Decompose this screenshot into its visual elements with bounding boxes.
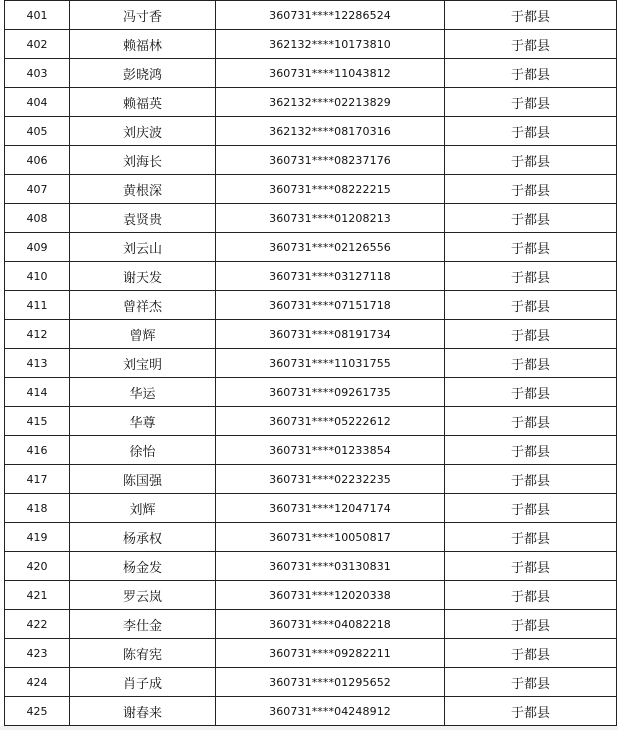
table-row bbox=[5, 320, 617, 349]
county-cell: 于都县 bbox=[445, 175, 617, 204]
row-number-cell: 403 bbox=[5, 59, 70, 88]
county-cell: 于都县 bbox=[445, 1, 617, 30]
id-number-cell: 362132****10173810 bbox=[216, 30, 445, 59]
id-number-cell: 360731****11031755 bbox=[216, 349, 445, 378]
id-number-cell: 360731****01295652 bbox=[216, 668, 445, 697]
county-cell: 于都县 bbox=[445, 610, 617, 639]
roster-table bbox=[4, 0, 617, 726]
table-row bbox=[5, 233, 617, 262]
id-number-cell: 360731****12020338 bbox=[216, 581, 445, 610]
row-number-cell: 414 bbox=[5, 378, 70, 407]
table-row bbox=[5, 436, 617, 465]
person-name-cell: 华运 bbox=[70, 378, 216, 407]
row-number-cell: 425 bbox=[5, 697, 70, 726]
roster-table-body bbox=[5, 1, 617, 726]
id-number-cell: 360731****12047174 bbox=[216, 494, 445, 523]
person-name-cell: 袁贤贵 bbox=[70, 204, 216, 233]
id-number-cell: 360731****07151718 bbox=[216, 291, 445, 320]
person-name-cell: 肖子成 bbox=[70, 668, 216, 697]
county-cell: 于都县 bbox=[445, 59, 617, 88]
id-number-cell: 360731****10050817 bbox=[216, 523, 445, 552]
table-row bbox=[5, 262, 617, 291]
row-number-cell: 404 bbox=[5, 88, 70, 117]
table-row bbox=[5, 581, 617, 610]
row-number-cell: 419 bbox=[5, 523, 70, 552]
county-cell: 于都县 bbox=[445, 262, 617, 291]
table-row bbox=[5, 204, 617, 233]
county-cell: 于都县 bbox=[445, 291, 617, 320]
person-name-cell: 黄根深 bbox=[70, 175, 216, 204]
person-name-cell: 曾祥杰 bbox=[70, 291, 216, 320]
table-row bbox=[5, 610, 617, 639]
table-row bbox=[5, 146, 617, 175]
row-number-cell: 417 bbox=[5, 465, 70, 494]
county-cell: 于都县 bbox=[445, 117, 617, 146]
id-number-cell: 360731****04082218 bbox=[216, 610, 445, 639]
table-row bbox=[5, 349, 617, 378]
id-number-cell: 360731****01208213 bbox=[216, 204, 445, 233]
id-number-cell: 360731****03127118 bbox=[216, 262, 445, 291]
county-cell: 于都县 bbox=[445, 465, 617, 494]
person-name-cell: 陈宥宪 bbox=[70, 639, 216, 668]
table-row bbox=[5, 494, 617, 523]
table-row bbox=[5, 1, 617, 30]
table-row bbox=[5, 291, 617, 320]
person-name-cell: 刘宝明 bbox=[70, 349, 216, 378]
person-name-cell: 刘庆波 bbox=[70, 117, 216, 146]
row-number-cell: 413 bbox=[5, 349, 70, 378]
person-name-cell: 谢天发 bbox=[70, 262, 216, 291]
person-name-cell: 罗云岚 bbox=[70, 581, 216, 610]
table-row bbox=[5, 117, 617, 146]
id-number-cell: 362132****08170316 bbox=[216, 117, 445, 146]
table-row bbox=[5, 465, 617, 494]
person-name-cell: 陈国强 bbox=[70, 465, 216, 494]
county-cell: 于都县 bbox=[445, 407, 617, 436]
person-name-cell: 华尊 bbox=[70, 407, 216, 436]
table-row bbox=[5, 407, 617, 436]
row-number-cell: 415 bbox=[5, 407, 70, 436]
roster-sheet bbox=[4, 0, 612, 726]
row-number-cell: 421 bbox=[5, 581, 70, 610]
id-number-cell: 360731****03130831 bbox=[216, 552, 445, 581]
table-row bbox=[5, 697, 617, 726]
person-name-cell: 李仕金 bbox=[70, 610, 216, 639]
id-number-cell: 360731****04248912 bbox=[216, 697, 445, 726]
county-cell: 于都县 bbox=[445, 30, 617, 59]
id-number-cell: 360731****12286524 bbox=[216, 1, 445, 30]
county-cell: 于都县 bbox=[445, 378, 617, 407]
person-name-cell: 刘云山 bbox=[70, 233, 216, 262]
id-number-cell: 360731****08237176 bbox=[216, 146, 445, 175]
id-number-cell: 360731****02232235 bbox=[216, 465, 445, 494]
county-cell: 于都县 bbox=[445, 204, 617, 233]
row-number-cell: 408 bbox=[5, 204, 70, 233]
person-name-cell: 杨承权 bbox=[70, 523, 216, 552]
row-number-cell: 424 bbox=[5, 668, 70, 697]
row-number-cell: 411 bbox=[5, 291, 70, 320]
table-row bbox=[5, 59, 617, 88]
county-cell: 于都县 bbox=[445, 436, 617, 465]
person-name-cell: 赖福英 bbox=[70, 88, 216, 117]
table-row bbox=[5, 175, 617, 204]
county-cell: 于都县 bbox=[445, 639, 617, 668]
county-cell: 于都县 bbox=[445, 697, 617, 726]
person-name-cell: 赖福林 bbox=[70, 30, 216, 59]
table-row bbox=[5, 88, 617, 117]
county-cell: 于都县 bbox=[445, 668, 617, 697]
row-number-cell: 402 bbox=[5, 30, 70, 59]
row-number-cell: 412 bbox=[5, 320, 70, 349]
id-number-cell: 360731****09261735 bbox=[216, 378, 445, 407]
table-row bbox=[5, 552, 617, 581]
id-number-cell: 362132****02213829 bbox=[216, 88, 445, 117]
id-number-cell: 360731****02126556 bbox=[216, 233, 445, 262]
id-number-cell: 360731****11043812 bbox=[216, 59, 445, 88]
row-number-cell: 401 bbox=[5, 1, 70, 30]
person-name-cell: 谢春来 bbox=[70, 697, 216, 726]
row-number-cell: 422 bbox=[5, 610, 70, 639]
row-number-cell: 407 bbox=[5, 175, 70, 204]
person-name-cell: 杨金发 bbox=[70, 552, 216, 581]
county-cell: 于都县 bbox=[445, 494, 617, 523]
table-row bbox=[5, 523, 617, 552]
county-cell: 于都县 bbox=[445, 552, 617, 581]
row-number-cell: 420 bbox=[5, 552, 70, 581]
row-number-cell: 409 bbox=[5, 233, 70, 262]
county-cell: 于都县 bbox=[445, 523, 617, 552]
county-cell: 于都县 bbox=[445, 320, 617, 349]
row-number-cell: 406 bbox=[5, 146, 70, 175]
person-name-cell: 冯寸香 bbox=[70, 1, 216, 30]
county-cell: 于都县 bbox=[445, 581, 617, 610]
county-cell: 于都县 bbox=[445, 88, 617, 117]
person-name-cell: 徐怡 bbox=[70, 436, 216, 465]
id-number-cell: 360731****08222215 bbox=[216, 175, 445, 204]
row-number-cell: 410 bbox=[5, 262, 70, 291]
county-cell: 于都县 bbox=[445, 146, 617, 175]
row-number-cell: 418 bbox=[5, 494, 70, 523]
table-row bbox=[5, 30, 617, 59]
table-row bbox=[5, 639, 617, 668]
table-row bbox=[5, 378, 617, 407]
person-name-cell: 刘海长 bbox=[70, 146, 216, 175]
county-cell: 于都县 bbox=[445, 233, 617, 262]
bottom-strip bbox=[0, 726, 618, 730]
row-number-cell: 416 bbox=[5, 436, 70, 465]
row-number-cell: 405 bbox=[5, 117, 70, 146]
id-number-cell: 360731****05222612 bbox=[216, 407, 445, 436]
id-number-cell: 360731****01233854 bbox=[216, 436, 445, 465]
table-row bbox=[5, 668, 617, 697]
person-name-cell: 彭晓鸿 bbox=[70, 59, 216, 88]
id-number-cell: 360731****09282211 bbox=[216, 639, 445, 668]
person-name-cell: 刘辉 bbox=[70, 494, 216, 523]
county-cell: 于都县 bbox=[445, 349, 617, 378]
row-number-cell: 423 bbox=[5, 639, 70, 668]
id-number-cell: 360731****08191734 bbox=[216, 320, 445, 349]
person-name-cell: 曾辉 bbox=[70, 320, 216, 349]
